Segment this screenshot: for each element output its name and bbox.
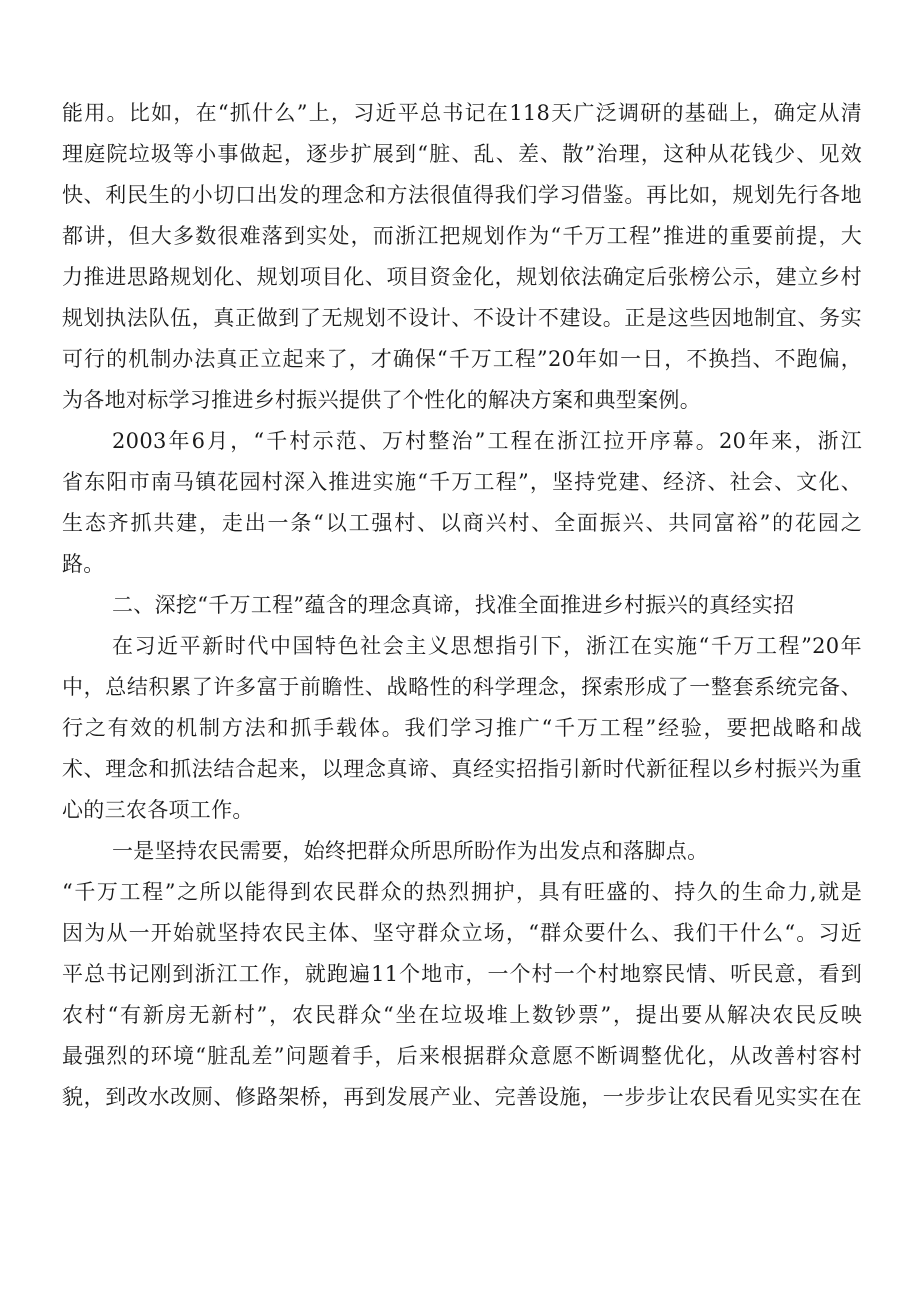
text-line: 规划执法队伍，真正做到了无规划不设计、不设计不建设。正是这些因地制宜、务实 bbox=[62, 306, 862, 330]
text-line: 2003年6月，“千村示范、万村整治”工程在浙江拉开序幕。20年来，浙江 bbox=[112, 429, 862, 453]
document-body bbox=[62, 93, 862, 1118]
text-line: 省东阳市南马镇花园村深入推进实施“千万工程”，坚持党建、经济、社会、文化、 bbox=[62, 470, 862, 494]
text-line: 生态齐抓共建，走出一条“以工强村、以商兴村、全面振兴、共同富裕”的花园之 bbox=[62, 511, 862, 535]
text-line: 农村“有新房无新村”，农民群众“坐在垃圾堆上数钞票”，提出要从解决农民反映 bbox=[62, 1003, 862, 1027]
text-line: 理庭院垃圾等小事做起，逐步扩展到“脏、乱、差、散”治理，这种从花钱少、见效 bbox=[62, 142, 862, 166]
text-line: 貌，到改水改厕、修路架桥，再到发展产业、完善设施，一步步让农民看见实实在在 bbox=[62, 1085, 862, 1109]
text-line: 中，总结积累了许多富于前瞻性、战略性的科学理念，探索形成了一整套系统完备、 bbox=[62, 675, 862, 699]
section-heading bbox=[62, 585, 862, 626]
text-line: 心的三农各项工作。 bbox=[62, 798, 254, 822]
paragraph bbox=[62, 831, 862, 872]
text-line: 行之有效的机制方法和抓手载体。我们学习推广“千万工程”经验，要把战略和战 bbox=[62, 716, 862, 740]
text-line: 路。 bbox=[62, 552, 105, 576]
text-line: 最强烈的环境“脏乱差”问题着手，后来根据群众意愿不断调整优化，从改善村容村 bbox=[62, 1044, 862, 1068]
paragraph bbox=[62, 421, 862, 585]
text-line: “千万工程”之所以能得到农民群众的热烈拥护，具有旺盛的、持久的生命力,就是 bbox=[62, 880, 862, 904]
text-line: 在习近平新时代中国特色社会主义思想指引下，浙江在实施“千万工程”20年 bbox=[112, 634, 862, 658]
text-line: 因为从一开始就坚持农民主体、坚守群众立场，“群众要什么、我们干什么“。习近 bbox=[62, 921, 862, 945]
text-line: 快、利民生的小切口出发的理念和方法很值得我们学习借鉴。再比如，规划先行各地 bbox=[62, 183, 862, 207]
paragraph bbox=[62, 626, 862, 831]
text-line: 术、理念和抓法结合起来，以理念真谛、真经实招指引新时代新征程以乡村振兴为重 bbox=[62, 757, 862, 781]
text-line: 能用。比如，在“抓什么”上，习近平总书记在118天广泛调研的基础上，确定从清 bbox=[62, 101, 862, 125]
paragraph bbox=[62, 93, 862, 421]
text-line: 可行的机制办法真正立起来了，才确保“千万工程”20年如一日，不换挡、不跑偏， bbox=[62, 347, 862, 371]
text-line: 为各地对标学习推进乡村振兴提供了个性化的解决方案和典型案例。 bbox=[62, 388, 701, 412]
text-line: 力推进思路规划化、规划项目化、项目资金化，规划依法确定后张榜公示，建立乡村 bbox=[62, 265, 862, 289]
heading-line: 二、深挖“千万工程”蕴含的理念真谛，找准全面推进乡村振兴的真经实招 bbox=[112, 593, 795, 617]
text-line: 都讲，但大多数很难落到实处，而浙江把规划作为“千万工程”推进的重要前提，大 bbox=[62, 224, 862, 248]
paragraph bbox=[62, 872, 862, 1118]
text-line: 平总书记刚到浙江工作，就跑遍11个地市，一个村一个村地察民情、听民意，看到 bbox=[62, 962, 862, 986]
text-line: 一是坚持农民需要，始终把群众所思所盼作为出发点和落脚点。 bbox=[112, 839, 709, 863]
